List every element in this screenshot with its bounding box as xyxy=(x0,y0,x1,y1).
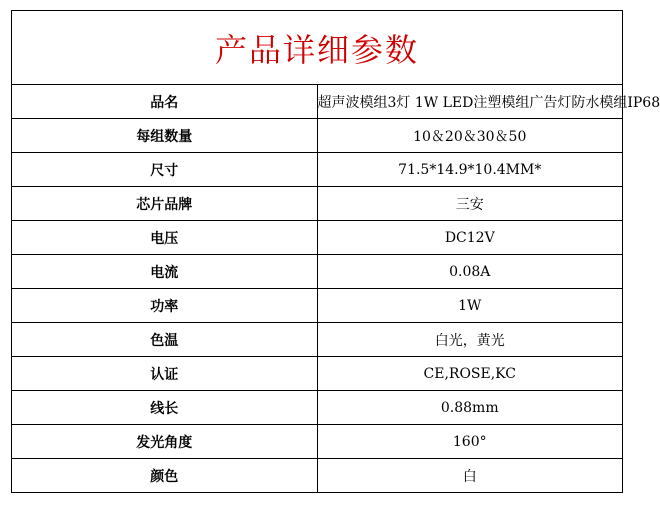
table-row-quantity xyxy=(12,119,623,153)
row-value: CE,ROSE,KC xyxy=(317,357,623,391)
row-label: 芯片品牌 xyxy=(12,187,318,221)
row-value: 10＆20＆30＆50 xyxy=(317,119,623,153)
title-row xyxy=(12,11,623,85)
table-row-power xyxy=(12,289,623,323)
row-label: 电压 xyxy=(12,221,318,255)
row-label: 尺寸 xyxy=(12,153,318,187)
row-label: 线长 xyxy=(12,391,318,425)
row-value: 超声波模组3灯 1W LED注塑模组广告灯防水模组IP68 xyxy=(317,85,623,119)
row-value: 三安 xyxy=(317,187,623,221)
table-row-current xyxy=(12,255,623,289)
row-value: 160° xyxy=(317,425,623,459)
row-label: 发光角度 xyxy=(12,425,318,459)
row-value: DC12V xyxy=(317,221,623,255)
table-title: 产品详细参数 xyxy=(12,11,623,85)
table-row-voltage xyxy=(12,221,623,255)
row-value: 71.5*14.9*10.4MM* xyxy=(317,153,623,187)
table-row-certification xyxy=(12,357,623,391)
table-row-chip-brand xyxy=(12,187,623,221)
row-label: 电流 xyxy=(12,255,318,289)
table-row-color-temp xyxy=(12,323,623,357)
product-spec-table xyxy=(11,10,660,493)
row-value: 0.88mm xyxy=(317,391,623,425)
table-row-beam-angle xyxy=(12,425,623,459)
row-value: 1W xyxy=(317,289,623,323)
table-row-color xyxy=(12,459,623,493)
row-value: 白 xyxy=(317,459,623,493)
row-label: 品名 xyxy=(12,85,318,119)
table-row-name xyxy=(12,85,623,119)
row-value: 白光，黄光 xyxy=(317,323,623,357)
row-label: 功率 xyxy=(12,289,318,323)
row-label: 色温 xyxy=(12,323,318,357)
row-value: 0.08A xyxy=(317,255,623,289)
row-label: 每组数量 xyxy=(12,119,318,153)
row-label: 认证 xyxy=(12,357,318,391)
table-row-size xyxy=(12,153,623,187)
row-label: 颜色 xyxy=(12,459,318,493)
table-row-wire-length xyxy=(12,391,623,425)
